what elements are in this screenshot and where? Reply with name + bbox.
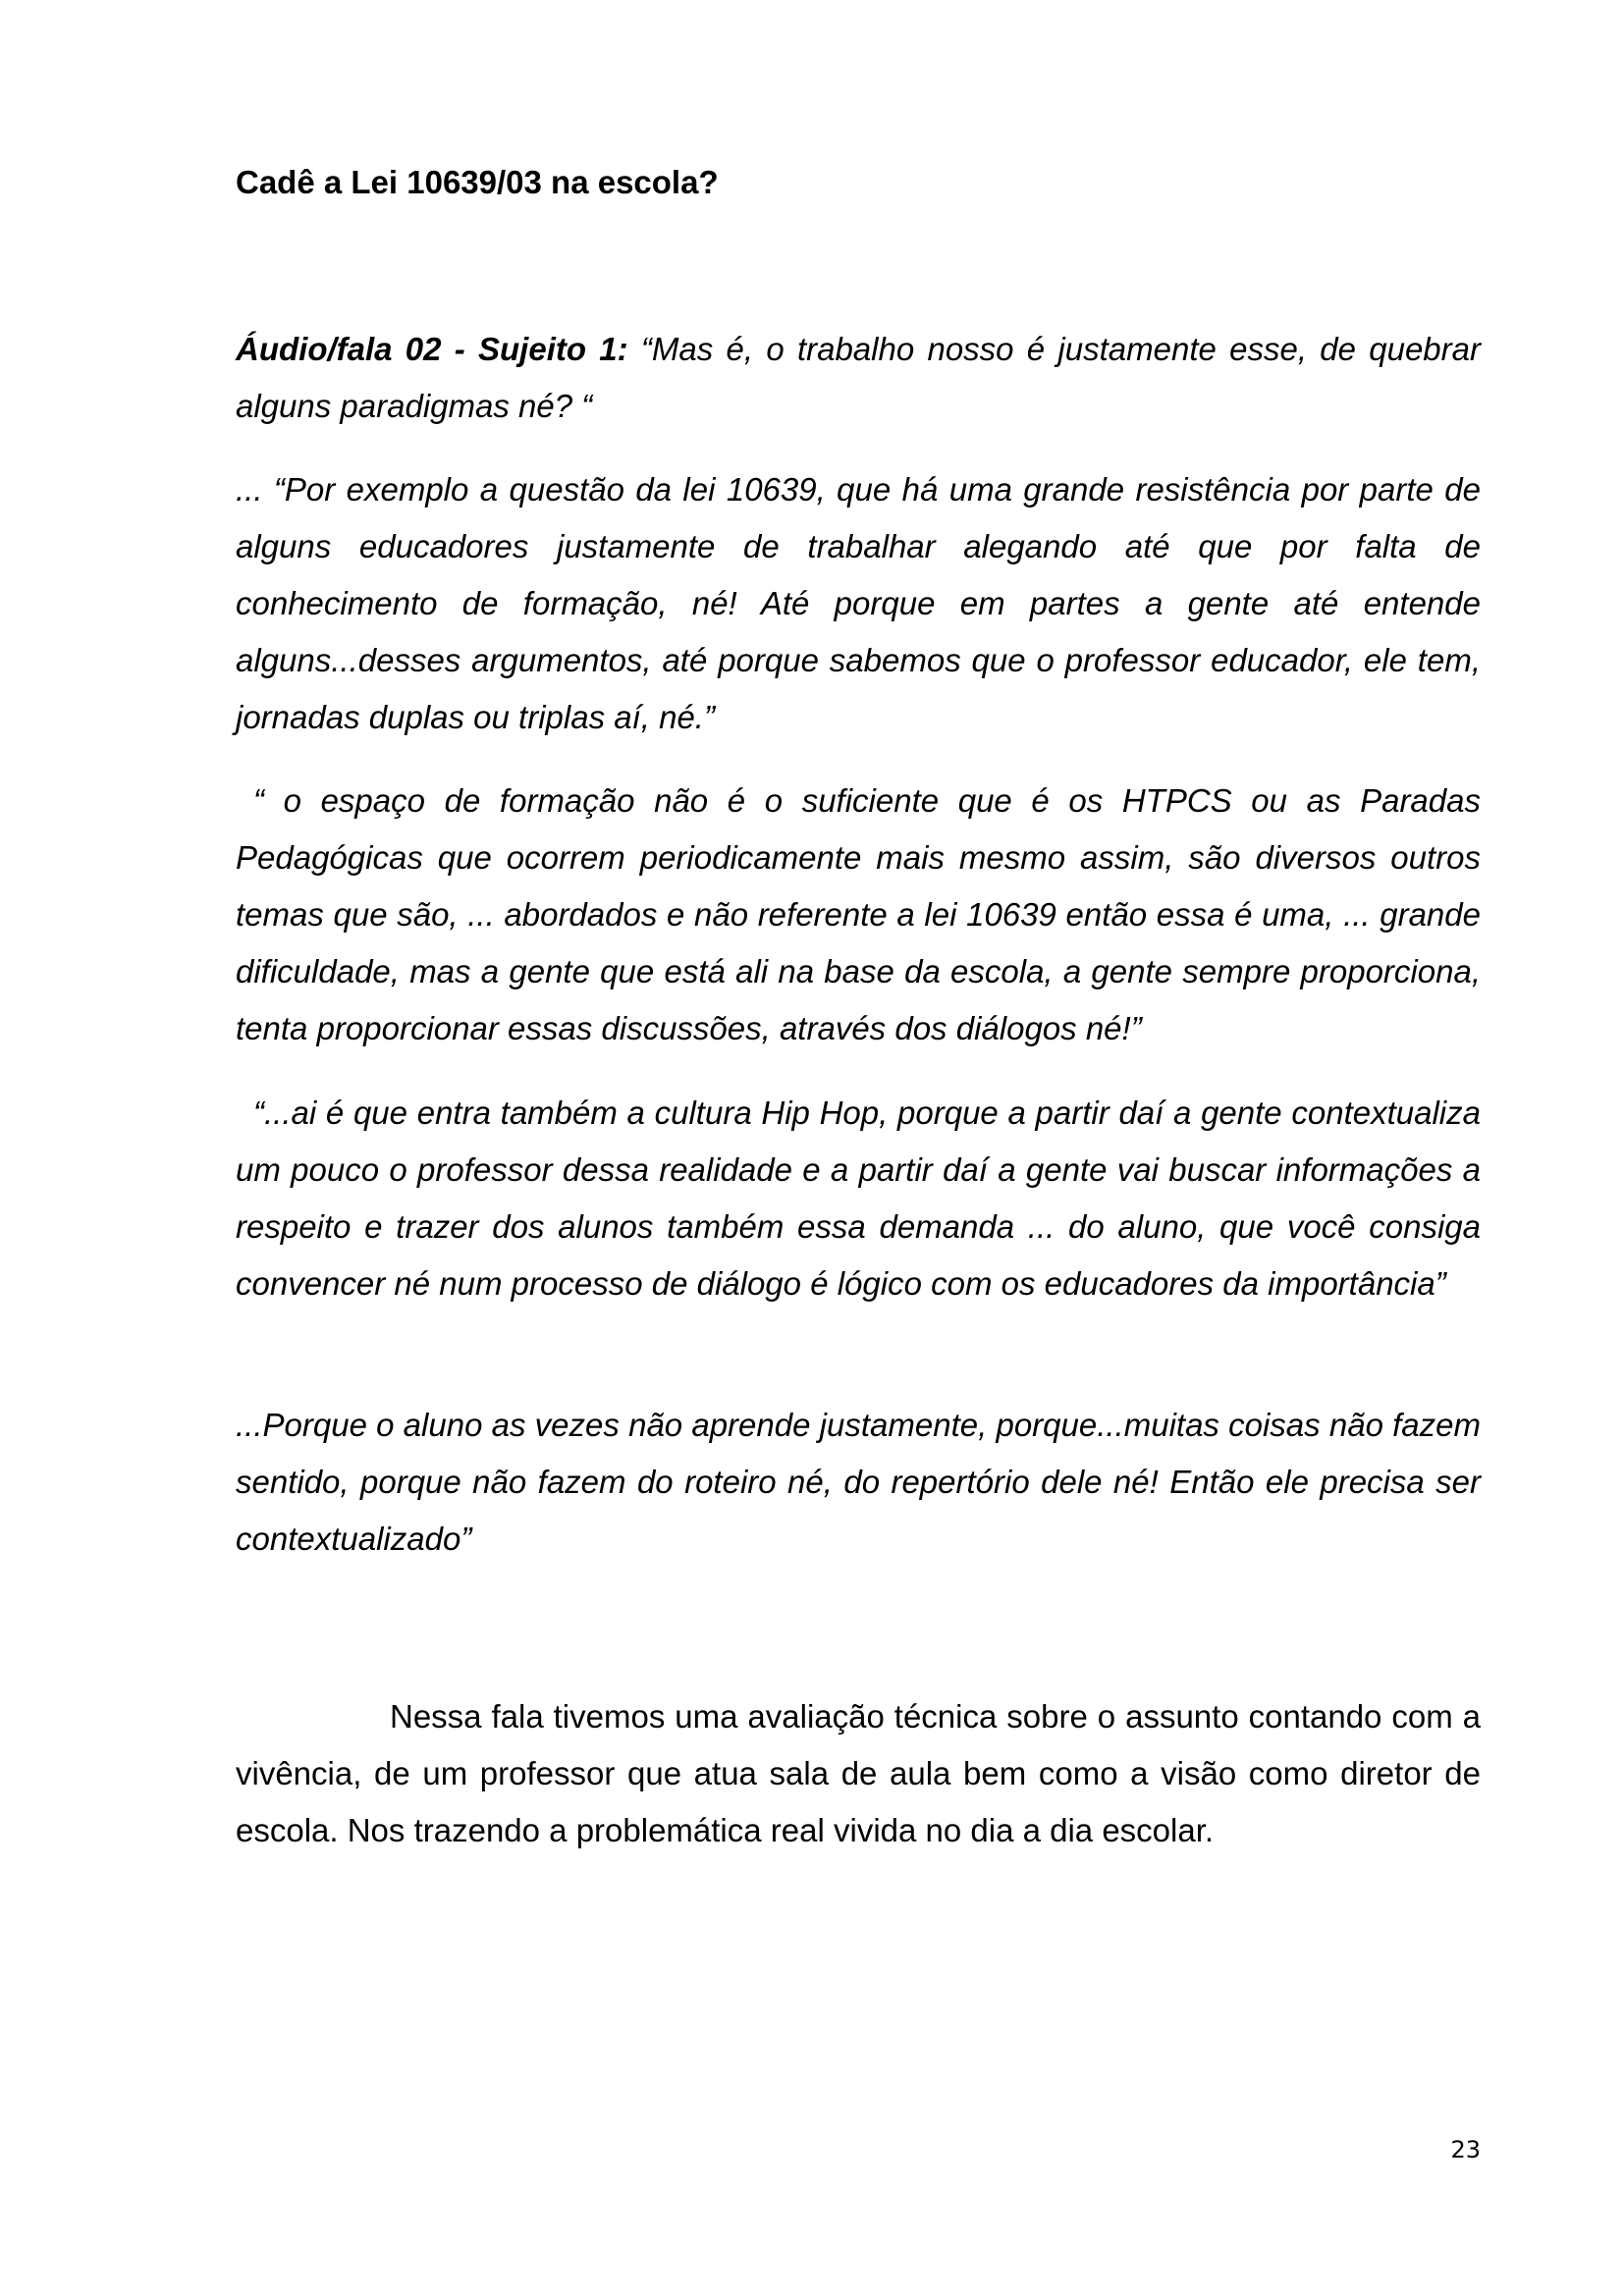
quote-paragraph-4: “...ai é que entra também a cultura Hip Hop, porque a partir daí a gente contextualiza um pouco o professor dessa realidade e a partir daí a gente vai buscar informações a respeito e trazer dos alunos também essa demanda ... do aluno, que você consiga convencer né num processo de diálogo é lógico com os educadores da importância” <box>236 1095 1481 1302</box>
analysis-paragraph: Nessa fala tivemos uma avaliação técnica sobre o assunto contando com a vivência, de um professor que atua sala de aula bem como a visão como diretor de escola. Nos trazendo a problemática real vivida no dia a dia escolar. <box>236 1698 1481 1848</box>
quote-paragraph-1 <box>236 321 1481 435</box>
quote-paragraph-2: ... “Por exemplo a questão da lei 10639, que há uma grande resistência por parte de alguns educadores justamente de trabalhar alegando até que por falta de conhecimento de formação, né! Até porque em partes a gente até entende alguns...desses argumentos, até porque sabemos que o professor educador, ele tem, jornadas duplas ou triplas aí, né.” <box>236 471 1481 735</box>
quote-paragraph-5: ...Porque o aluno as vezes não aprende justamente, porque...muitas coisas não fazem sentido, porque não fazem do roteiro né, do repertório dele né! Então ele precisa ser contextualizado” <box>236 1407 1481 1557</box>
section-heading: Cadê a Lei 10639/03 na escola? <box>236 164 719 200</box>
quote-paragraph-3: “ o espaço de formação não é o suficiente que é os HTPCS ou as Paradas Pedagógicas que ocorrem periodicamente mais mesmo assim, são diversos outros temas que são, ... abordados e não referente a lei 10639 então essa é uma, ... grande dificuldade, mas a gente que está ali na base da escola, a gente sempre proporciona, tenta proporcionar essas discussões, através dos diálogos né!” <box>236 782 1481 1046</box>
quote-speaker-label: Áudio/fala 02 - Sujeito 1: <box>236 331 628 367</box>
page-number: 23 <box>1450 2136 1481 2163</box>
quote-1-text: “Mas é, o trabalho nosso é justamente esse, de quebrar alguns paradigmas né? “ <box>236 331 1481 424</box>
